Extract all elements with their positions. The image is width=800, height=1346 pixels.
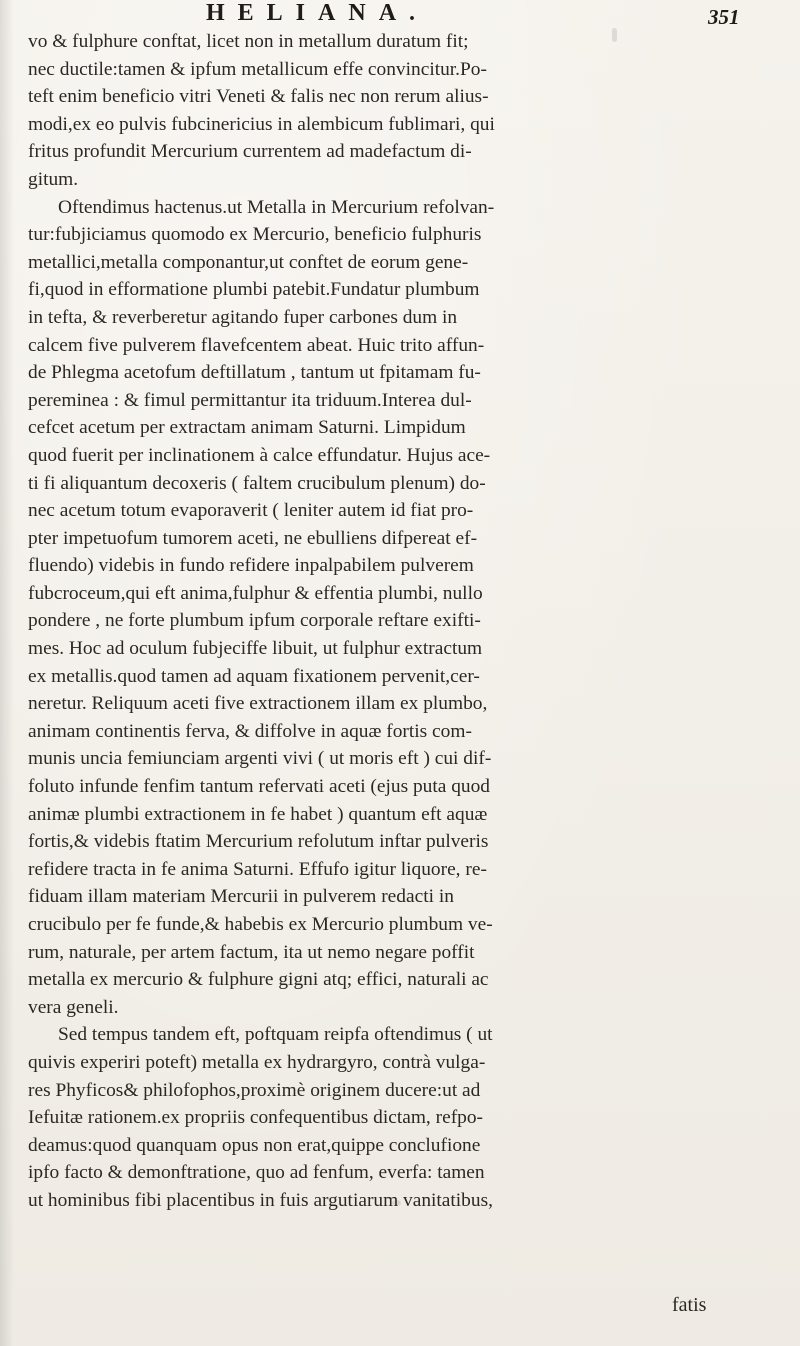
text-line: gitum.	[28, 168, 79, 190]
text-line: pter impetuofum tumorem aceti, ne ebulliens difpereat ef-	[28, 527, 478, 549]
text-line: pondere , ne forte plumbum ipfum corporale reftare exifti-	[28, 610, 481, 632]
catchword: fatis	[672, 1294, 707, 1316]
text-line: deamus:quod quanquam opus non erat,quippe conclufione	[28, 1134, 481, 1156]
text-line: ex metallis.quod tamen ad aquam fixationem pervenit,cer-	[28, 665, 480, 687]
text-line: pereminea : & fimul permittantur ita triduum.Interea dul-	[28, 389, 472, 411]
text-line: ipfo facto & demonftratione, quo ad fenfum, everfa: tamen	[28, 1162, 485, 1184]
text-line: nec acetum totum evaporaverit ( leniter autem id fiat pro-	[28, 500, 474, 522]
main-text	[28, 28, 748, 1215]
text-line: fritus profundit Mercurium currentem ad madefactum di-	[28, 141, 472, 163]
gutter-shadow	[0, 0, 14, 1346]
text-line: in tefta, & reverberetur agitando fuper carbones dum in	[28, 306, 458, 328]
page-number: 351	[708, 5, 740, 29]
text-line: modi,ex eo pulvis fubcinericius in alembicum fublimari, qui	[28, 113, 495, 135]
paragraph	[28, 28, 748, 194]
text-line: crucibulo per fe funde,& habebis ex Mercurio plumbum ve-	[28, 914, 493, 935]
text-line: animam continentis ferva, & diffolve in aquæ fortis com-	[28, 720, 472, 742]
text-line: refidere tracta in fe anima Saturni. Effufo igitur liquore, re-	[28, 858, 487, 880]
text-line: res Phyficos& philofophos,proximè originem ducere:ut ad	[28, 1079, 481, 1101]
text-line: foluto infunde fenfim tantum refervati aceti (ejus puta quod	[28, 776, 490, 798]
text-line: ti fi aliquantum decoxeris ( faltem crucibulum plenum) do-	[28, 472, 486, 494]
text-line: animæ plumbi extractionem in fe habet ) quantum eft aquæ	[28, 803, 488, 825]
text-line: munis uncia femiunciam argenti vivi ( ut moris eft ) cui dif-	[28, 748, 492, 770]
text-line: rum, naturale, per artem factum, ita ut nemo negare poffit	[28, 941, 475, 963]
text-line: quivis experiri poteft) metalla ex hydrargyro, contrà vulga-	[28, 1051, 486, 1073]
text-line: Iefuitæ rationem.ex propriis confequentibus dictam, refpo-	[28, 1107, 483, 1129]
text-line: Oftendimus hactenus.ut Metalla in Mercurium refolvan-	[58, 196, 495, 218]
paragraph	[28, 194, 748, 1022]
text-line: de Phlegma acetofum deftillatum , tantum ut fpitamam fu-	[28, 362, 481, 384]
text-line: fi,quod in efformatione plumbi patebit.Fundatur plumbum	[28, 279, 480, 301]
text-line: fluendo) videbis in fundo refidere inpalpabilem pulverem	[28, 555, 474, 577]
text-line: tur:fubjiciamus quomodo ex Mercurio, beneficio fulphuris	[28, 224, 482, 246]
text-line: nec ductile:tamen & ipfum metallicum effe convincitur.Po-	[28, 58, 487, 80]
text-line: vera geneli.	[28, 996, 119, 1018]
text-line: vo & fulphure conftat, licet non in metallum duratum fit;	[28, 31, 469, 52]
text-line: Sed tempus tandem eft, poftquam reipfa oftendimus ( ut	[58, 1024, 493, 1046]
text-line: metalla ex mercurio & fulphure gigni atq; effici, naturali ac	[28, 969, 489, 991]
text-line: calcem five pulverem flavefcentem abeat. Huic trito affun-	[28, 334, 485, 356]
text-line: teft enim beneficio vitri Veneti & falis nec non rerum alius-	[28, 86, 489, 108]
text-line: fiduam illam materiam Mercurii in pulverem redacti in	[28, 886, 454, 908]
text-line: ut hominibus fibi placentibus in fuis argutiarum vanitatibus,	[28, 1189, 493, 1211]
text-line: fubcroceum,qui eft anima,fulphur & effentia plumbi, nullo	[28, 582, 483, 604]
paragraph	[28, 1021, 748, 1214]
text-line: quod fuerit per inclinationem à calce effundatur. Hujus ace-	[28, 444, 491, 466]
text-line: cefcet acetum per extractam animam Saturni. Limpidum	[28, 417, 466, 439]
text-line: metallici,metalla componantur,ut conftet de eorum gene-	[28, 251, 469, 273]
running-title: HELIANA.	[206, 0, 429, 26]
text-line: neretur. Reliquum aceti five extractionem illam ex plumbo,	[28, 693, 488, 715]
text-line: mes. Hoc ad oculum fubjeciffe libuit, ut fulphur extractum	[28, 638, 483, 660]
text-line: fortis,& videbis ftatim Mercurium refolutum inftar pulveris	[28, 831, 489, 853]
